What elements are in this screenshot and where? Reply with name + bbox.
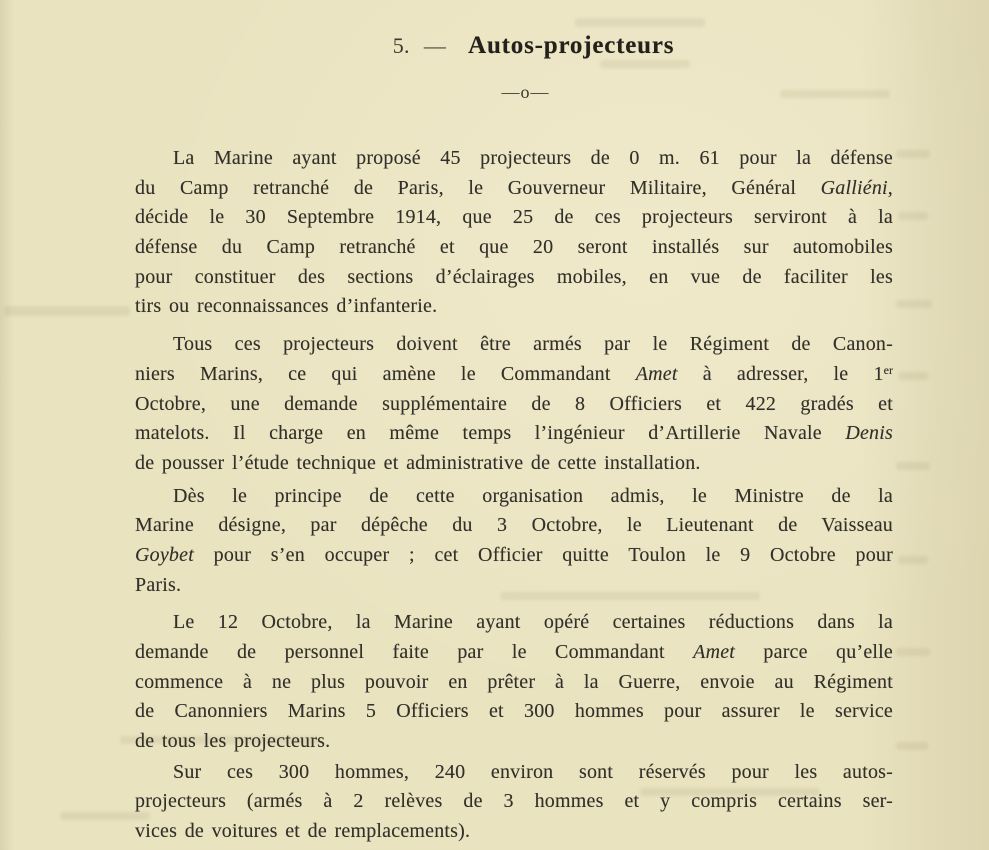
italic-name-text: Amet <box>635 362 678 385</box>
body-text-run: projecteurs (armés à 2 relèves de 3 hommes et y compris certains ser- <box>135 790 893 813</box>
bleedthrough-mark <box>898 556 928 564</box>
body-text-run: tirs ou reconnaissances d’infanterie. <box>135 295 438 318</box>
body-text-run: vices de voitures et de remplacements). <box>135 820 471 843</box>
heading-dash-icon: — <box>423 33 447 58</box>
body-text-run: , <box>887 176 893 199</box>
body-text-run: pour constituer des sections d’éclairages mobiles, en vue de faciliter les <box>135 265 893 288</box>
text-line <box>135 638 893 668</box>
text-line <box>135 511 893 541</box>
text-line <box>135 541 893 571</box>
bleedthrough-mark <box>898 372 928 380</box>
body-text-run: Marine désigne, par dépêche du 3 Octobre, le Lieutenant de Vaisseau <box>135 514 893 537</box>
body-text-run: Octobre, une demande supplémentaire de 8 Officiers et 422 gradés et <box>135 392 893 415</box>
bleedthrough-mark <box>896 150 930 158</box>
text-line <box>135 330 893 360</box>
text-line <box>135 758 893 788</box>
body-text-run: matelots. Il charge en même temps l’ingénieur d’Artillerie Navale <box>135 422 846 445</box>
text-line <box>135 144 893 174</box>
body-text-run: Sur ces 300 hommes, 240 environ sont réservés pour les autos- <box>173 760 893 783</box>
text-line <box>135 482 893 512</box>
text-line <box>135 668 893 698</box>
body-text-run: La Marine ayant proposé 45 projecteurs de 0 m. 61 pour la défense <box>173 147 893 169</box>
bleedthrough-mark <box>600 60 690 68</box>
text-line <box>135 571 893 601</box>
text-line <box>135 697 893 727</box>
italic-name-text: Denis <box>845 422 893 445</box>
body-text-run: er <box>883 362 893 377</box>
paragraph <box>135 330 893 478</box>
bleedthrough-mark <box>898 212 928 220</box>
paragraph <box>135 144 893 322</box>
body-text-run: niers Marins, ce qui amène le Commandant <box>135 362 636 385</box>
document-body <box>135 144 893 847</box>
body-text-run: commence à ne plus pouvoir en prêter à la Guerre, envoie au Régiment <box>135 670 893 693</box>
body-text-run: Tous ces projecteurs doivent être armés par le Régiment de Canon- <box>173 333 893 356</box>
bleedthrough-mark <box>4 306 130 316</box>
paragraph <box>135 608 893 756</box>
bleedthrough-mark <box>896 742 928 750</box>
text-line <box>135 292 893 322</box>
italic-name-text: Galliéni <box>820 176 888 199</box>
body-text-run: défense du Camp retranché et que 20 seront installés sur automobiles <box>135 236 893 259</box>
section-title: Autos-projecteurs <box>468 32 675 59</box>
bleedthrough-mark <box>896 462 930 470</box>
body-text-run: Dès le principe de cette organisation admis, le Ministre de la <box>173 484 893 507</box>
text-line <box>135 203 893 233</box>
body-text-run: parce qu’elle <box>735 641 893 663</box>
body-text-run: demande de personnel faite par le Commandant <box>135 641 694 663</box>
body-text-run: de pousser l’étude technique et administrative de cette installation. <box>135 451 701 474</box>
text-line <box>135 419 893 449</box>
text-line <box>135 817 893 847</box>
paragraph <box>135 482 893 601</box>
text-line <box>135 233 893 263</box>
body-text-run: décide le 30 Septembre 1914, que 25 de ces projecteurs serviront à la <box>135 206 893 229</box>
ornament-separator: —o— <box>501 82 550 102</box>
bleedthrough-mark <box>896 300 932 308</box>
body-text-run: de Canonniers Marins 5 Officiers et 300 hommes pour assurer le service <box>135 700 893 723</box>
text-line <box>135 787 893 817</box>
italic-name-text: Amet <box>693 641 736 663</box>
bleedthrough-mark <box>896 648 930 656</box>
text-line <box>135 608 893 638</box>
paragraph <box>135 758 893 847</box>
body-text-run: à adresser, le 1 <box>677 362 884 385</box>
text-line <box>135 727 893 757</box>
text-line <box>135 390 893 420</box>
body-text-run: Le 12 Octobre, la Marine ayant opéré certaines réductions dans la <box>173 611 893 634</box>
section-number: 5. <box>392 33 410 58</box>
italic-name-text: Goybet <box>135 543 194 566</box>
body-text-run: pour s’en occuper ; cet Officier quitte Toulon le 9 Octobre pour <box>193 543 893 566</box>
text-line <box>135 360 893 390</box>
body-text-run: Paris. <box>135 573 182 596</box>
body-text-run: du Camp retranché de Paris, le Gouverneur Militaire, Général <box>135 176 821 199</box>
text-line <box>135 174 893 204</box>
section-heading <box>0 24 989 61</box>
text-line <box>135 263 893 293</box>
text-line <box>135 449 893 479</box>
body-text-run: de tous les projecteurs. <box>135 730 331 753</box>
